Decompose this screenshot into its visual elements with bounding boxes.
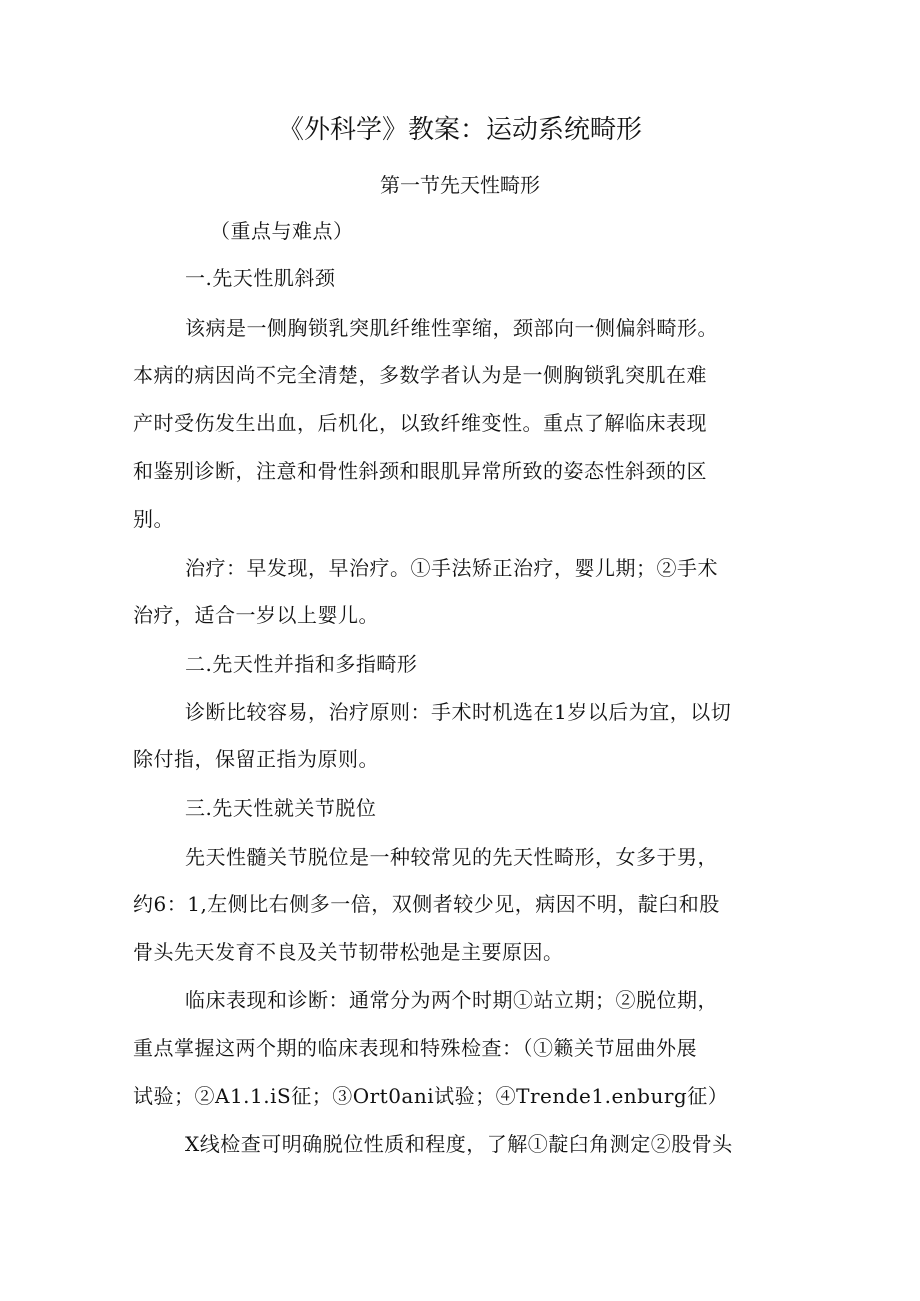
paragraph-line: 治疗：早发现，早治疗。①手法矫正治疗，婴儿期；②手术 xyxy=(185,556,718,580)
paragraph-line: 约6：1,左侧比右侧多一倍，双侧者较少见，病因不明，靛臼和股 xyxy=(133,892,720,916)
heading-torticollis: 一.先天性肌斜颈 xyxy=(185,266,336,290)
paragraph-line: 产时受伤发生出血，后机化，以致纤维变性。重点了解临床表现 xyxy=(133,411,707,435)
paragraph-line: 和鉴别诊断，注意和骨性斜颈和眼肌异常所致的姿态性斜颈的区 xyxy=(133,459,707,483)
paragraph-line: X线检查可明确脱位性质和程度，了解①靛臼角测定②股骨头 xyxy=(185,1132,733,1156)
section-title: 第一节先天性畸形 xyxy=(380,173,540,197)
paragraph-line: 本病的病因尚不完全清楚，多数学者认为是一侧胸锁乳突肌在难 xyxy=(133,363,707,387)
paragraph-line: 试验；②A1.1.iS征；③Ort0ani试验；④Trende1.enburg征） xyxy=(133,1084,729,1108)
paragraph-line: 临床表现和诊断：通常分为两个时期①站立期；②脱位期， xyxy=(185,988,718,1012)
paragraph-line: 先天性髓关节脱位是一种较常见的先天性畸形，女多于男， xyxy=(185,845,718,869)
paragraph-line: 该病是一侧胸锁乳突肌纤维性挛缩，颈部向一侧偏斜畸形。 xyxy=(185,316,718,340)
paragraph-line: 诊断比较容易，治疗原则：手术时机选在1岁以后为宜，以切 xyxy=(185,700,732,724)
key-points-label: （重点与难点） xyxy=(210,219,354,243)
heading-syndactyly: 二.先天性并指和多指畸形 xyxy=(185,652,418,676)
heading-hip-dislocation: 三.先天性就关节脱位 xyxy=(185,796,377,820)
paragraph-line: 治疗，适合一岁以上婴儿。 xyxy=(133,603,379,627)
paragraph-line: 别。 xyxy=(133,507,174,531)
page-title: 《外科学》教案：运动系统畸形 xyxy=(277,115,642,145)
paragraph-line: 骨头先天发育不良及关节韧带松弛是主要原因。 xyxy=(133,940,564,964)
paragraph-line: 重点掌握这两个期的临床表现和特殊检查：（①籁关节屈曲外展 xyxy=(133,1036,697,1060)
paragraph-line: 除付指，保留正指为原则。 xyxy=(133,747,379,771)
